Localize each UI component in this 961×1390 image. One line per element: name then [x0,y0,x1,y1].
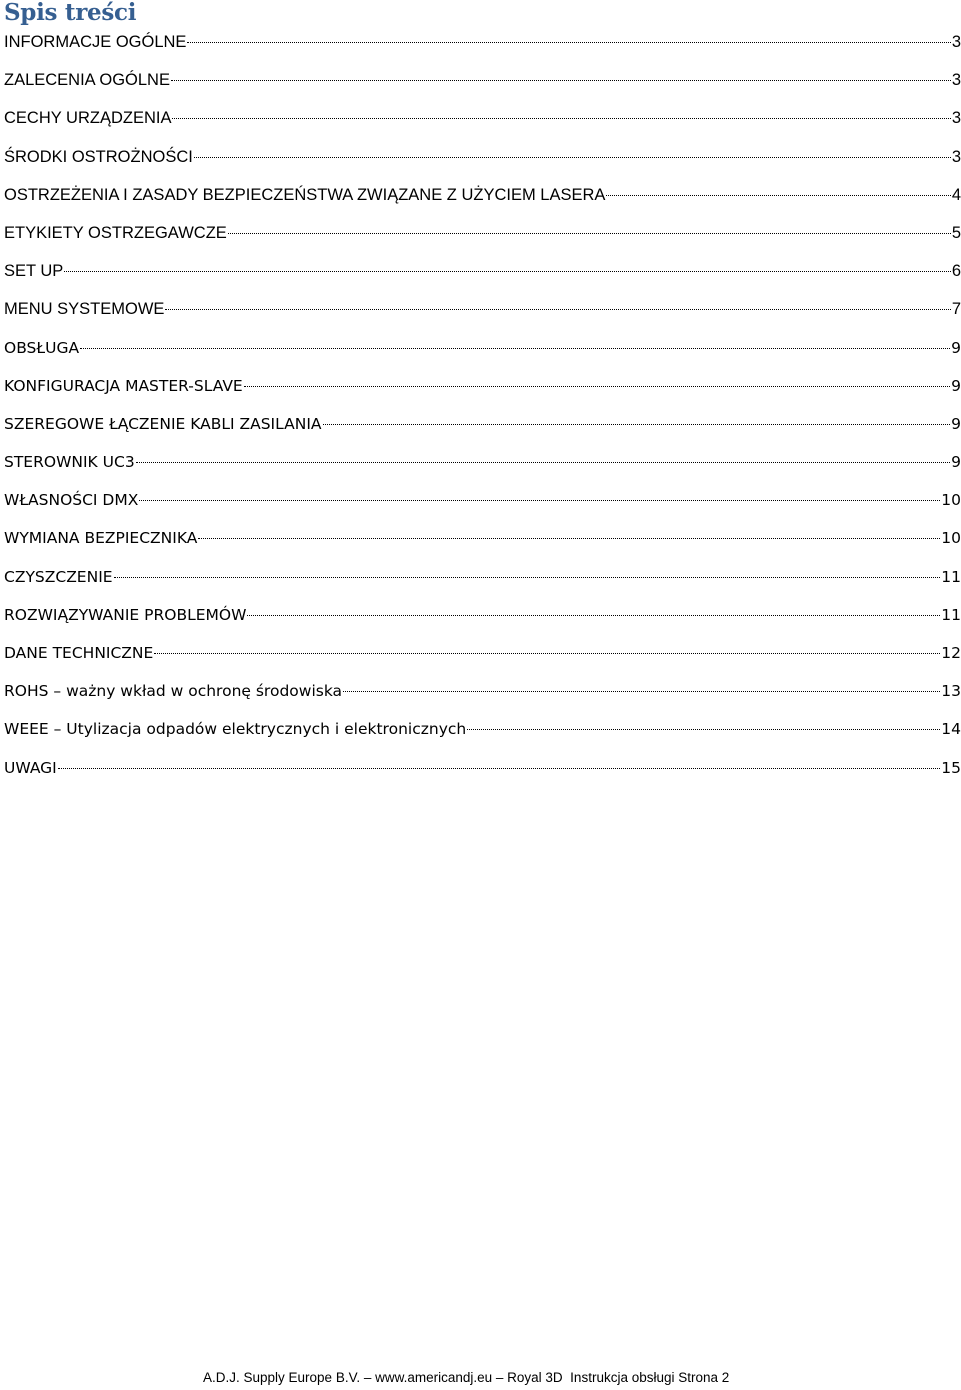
toc-entry-page-number: 9 [951,453,961,472]
toc-dot-leader [139,500,940,501]
toc-dot-leader [467,729,940,730]
toc-entry[interactable] [4,603,961,641]
toc-dot-leader [228,233,951,234]
toc-dot-leader [64,271,951,272]
toc-entry-page-number: 11 [941,605,961,624]
toc-entry-page-number: 6 [951,262,961,281]
toc-entry-page-number: 10 [941,529,961,548]
toc-dot-leader [606,195,950,196]
toc-entry[interactable] [4,183,961,221]
toc-entry-page-number: 15 [941,758,961,777]
toc-entry[interactable] [4,488,961,526]
toc-entry[interactable] [4,565,961,603]
toc-entry-label: ROZWIĄZYWANIE PROBLEMÓW [4,605,247,624]
toc-entry-label: WYMIANA BEZPIECZNIKA [4,529,198,548]
toc-entry-label: OBSŁUGA [4,338,80,357]
toc-entry-page-number: 10 [941,491,961,510]
toc-entry-label: STEROWNIK UC3 [4,453,135,472]
toc-entry-label: WŁASNOŚCI DMX [4,491,139,510]
toc-entry-label: SET UP [4,262,64,281]
toc-entry-label: WEEE – Utylizacja odpadów elektrycznych i elektronicznych [4,720,467,739]
toc-dot-leader [172,118,950,119]
toc-entry[interactable] [4,641,961,679]
toc-entry-page-number: 3 [951,109,961,128]
toc-dot-leader [343,691,940,692]
toc-entry[interactable] [4,526,961,564]
toc-entry-page-number: 4 [951,185,961,204]
toc-entry-label: KONFIGURACJA MASTER-SLAVE [4,376,243,395]
toc-dot-leader [154,653,940,654]
toc-entry[interactable] [4,221,961,259]
toc-entry-page-number: 5 [951,223,961,242]
toc-entry[interactable] [4,756,961,794]
toc-entry-page-number: 12 [941,644,961,662]
toc-entry-label: ETYKIETY OSTRZEGAWCZE [4,223,227,242]
toc-entry-label: UWAGI [4,758,57,777]
toc-entry-page-number: 3 [951,147,961,166]
toc-entry-page-number: 3 [951,33,961,51]
page-footer: A.D.J. Supply Europe B.V. – www.americandj.eu – Royal 3D Instrukcja obsługi Strona 2 [203,1370,730,1385]
toc-title: Spis treści [4,0,137,26]
toc-entry-label: OSTRZEŻENIA I ZASADY BEZPIECZEŃSTWA ZWIĄZANE Z UŻYCIEM LASERA [4,185,606,204]
toc-entry[interactable] [4,412,961,450]
toc-entry[interactable] [4,450,961,488]
toc-entry[interactable] [4,30,961,68]
toc-dot-leader [187,42,950,43]
toc-dot-leader [323,424,951,425]
toc-entry-label: INFORMACJE OGÓLNE [4,33,187,51]
toc-entry[interactable] [4,259,961,297]
toc-entry-label: ŚRODKI OSTROŻNOŚCI [4,147,193,166]
toc-dot-leader [194,157,951,158]
toc-entry[interactable] [4,145,961,183]
toc-dot-leader [114,577,941,578]
toc-entry[interactable] [4,717,961,755]
toc-entry-label: DANE TECHNICZNE [4,644,154,662]
toc-entry[interactable] [4,336,961,374]
toc-entry-label: SZEREGOWE ŁĄCZENIE KABLI ZASILANIA [4,414,322,433]
toc-dot-leader [244,386,950,387]
toc-entry-label: MENU SYSTEMOWE [4,300,165,319]
toc-entry-page-number: 3 [951,71,961,90]
table-of-contents [4,30,961,794]
toc-entry-label: CECHY URZĄDZENIA [4,109,172,128]
toc-entry[interactable] [4,679,961,717]
toc-entry-page-number: 9 [951,376,961,395]
toc-entry-label: ROHS – ważny wkład w ochronę środowiska [4,682,343,701]
toc-entry-page-number: 7 [951,300,961,319]
toc-entry-label: CZYSZCZENIE [4,567,113,586]
toc-dot-leader [171,80,951,81]
toc-entry[interactable] [4,374,961,412]
toc-entry-page-number: 11 [941,567,961,586]
toc-dot-leader [247,615,940,616]
toc-dot-leader [80,348,950,349]
toc-dot-leader [198,538,940,539]
toc-entry-label: ZALECENIA OGÓLNE [4,71,170,90]
toc-entry[interactable] [4,297,961,335]
toc-dot-leader [58,768,941,769]
toc-entry-page-number: 9 [951,338,961,357]
toc-dot-leader [136,462,950,463]
toc-entry-page-number: 9 [951,414,961,433]
toc-entry-page-number: 13 [941,682,961,701]
toc-dot-leader [165,309,950,310]
toc-entry[interactable] [4,68,961,106]
toc-entry-page-number: 14 [941,720,961,739]
toc-entry[interactable] [4,106,961,144]
